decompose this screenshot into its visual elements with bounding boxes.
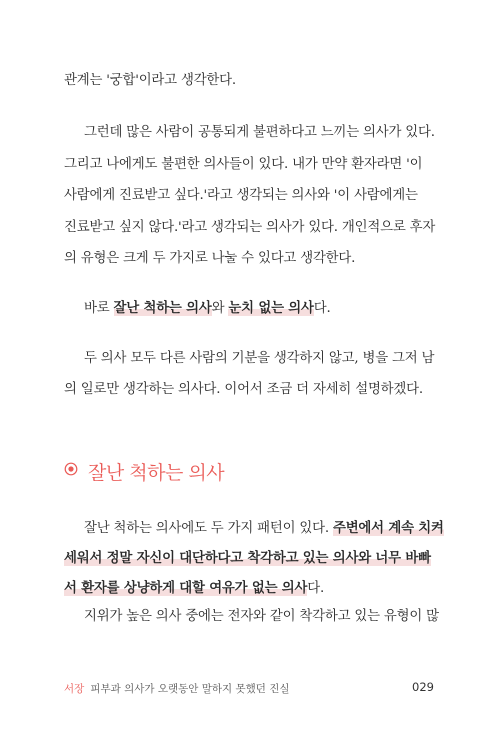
paragraph-line bbox=[64, 580, 324, 598]
text: 다. bbox=[313, 301, 331, 316]
section-bullet-icon bbox=[64, 462, 78, 476]
highlighted-text: 서 환자를 상냥하게 대할 여유가 없는 의사 bbox=[64, 581, 308, 596]
text: 와 bbox=[211, 301, 229, 316]
paragraph-line: 그런데 많은 사람이 공통되게 불편하다고 느끼는 의사가 있다. bbox=[84, 125, 435, 140]
paragraph-line bbox=[84, 520, 444, 538]
highlighted-text: 잘난 척하는 의사 bbox=[113, 301, 212, 316]
paragraph-line: 두 의사 모두 다른 사람의 기분을 생각하지 않고, 병을 그저 남 bbox=[84, 351, 435, 366]
paragraph-line bbox=[84, 300, 331, 318]
book-title: 피부과 의사가 오랫동안 말하지 못했던 진실 bbox=[90, 683, 290, 695]
section-title: 잘난 척하는 의사 bbox=[88, 462, 225, 484]
highlighted-text: 눈치 없는 의사 bbox=[228, 301, 314, 316]
paragraph-line: 의 일로만 생각하는 의사다. 이어서 조금 더 자세히 설명하겠다. bbox=[64, 382, 423, 397]
text: 다. bbox=[307, 581, 325, 596]
text: 잘난 척하는 의사에도 두 가지 패턴이 있다. bbox=[84, 521, 333, 536]
paragraph-line: 사람에게 진료받고 싶다.'라고 생각되는 의사와 '이 사람에게는 bbox=[64, 188, 418, 203]
highlighted-text: 세워서 정말 자신이 대단하다고 착각하고 있는 의사와 너무 바빠 bbox=[64, 551, 431, 566]
chapter-label: 서장 bbox=[64, 683, 85, 695]
paragraph-line: 진료받고 싶지 않다.'라고 생각되는 의사가 있다. 개인적으로 후자 bbox=[64, 220, 436, 235]
highlighted-text: 주변에서 계속 치켜 bbox=[332, 521, 444, 536]
paragraph-line: 의 유형은 크게 두 가지로 나눌 수 있다고 생각한다. bbox=[64, 251, 356, 266]
paragraph-line: 그리고 나에게도 불편한 의사들이 있다. 내가 만약 환자라면 '이 bbox=[64, 157, 423, 172]
text: 바로 bbox=[84, 301, 114, 316]
page-number: 029 bbox=[412, 680, 434, 694]
running-footer bbox=[64, 681, 290, 696]
paragraph-line: 지위가 높은 의사 중에는 전자와 같이 착각하고 있는 유형이 많 bbox=[84, 609, 439, 624]
paragraph-line: 관계는 '궁합'이라고 생각한다. bbox=[64, 73, 236, 88]
paragraph-line bbox=[64, 550, 431, 568]
